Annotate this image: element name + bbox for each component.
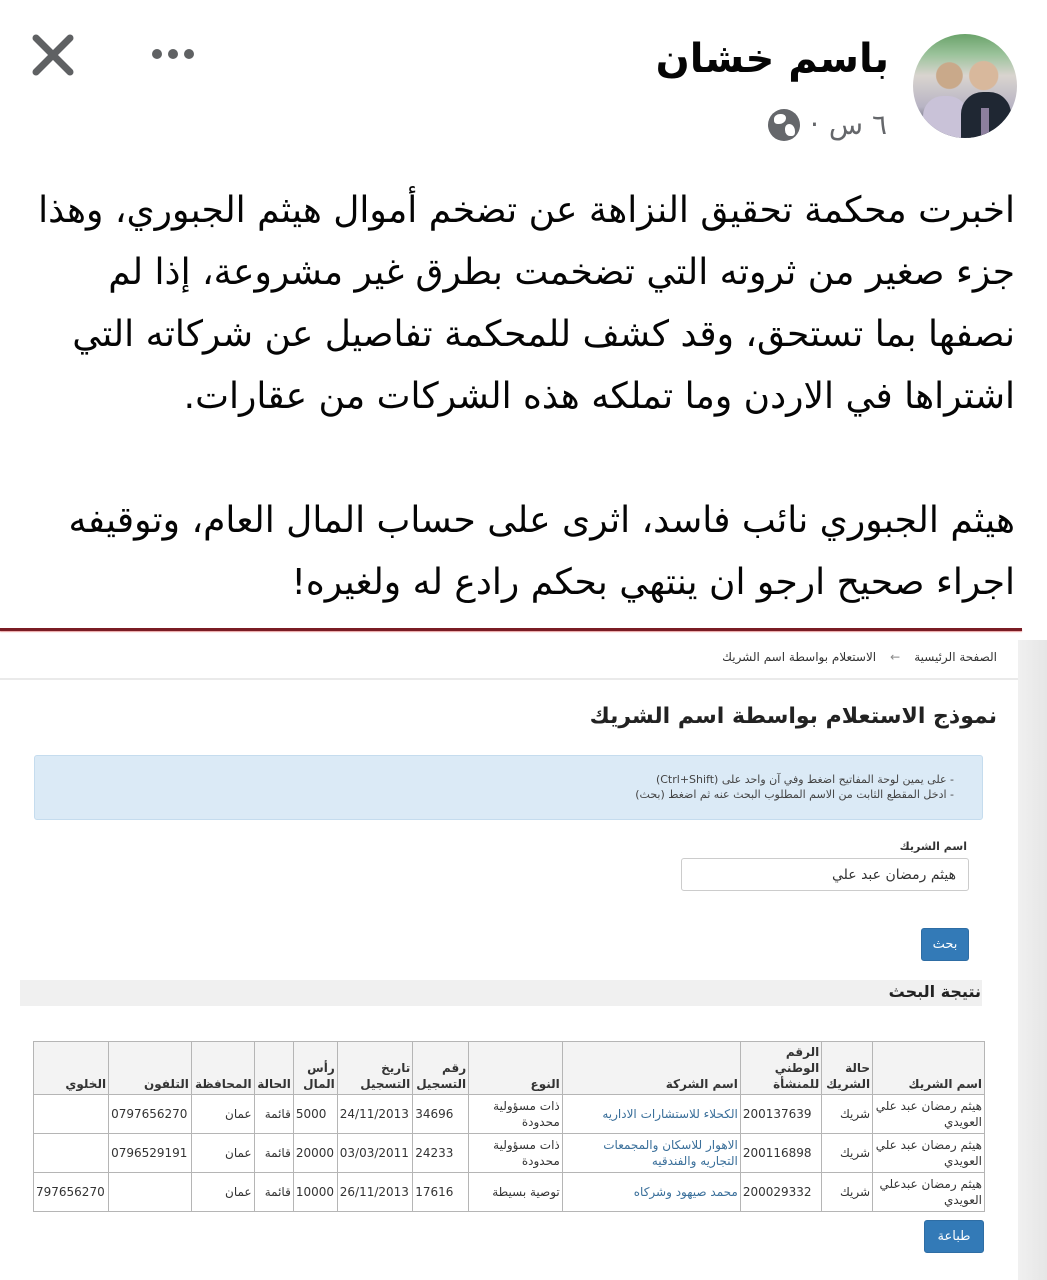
- col-governorate: المحافظة: [191, 1042, 254, 1095]
- col-phone: التلفون: [109, 1042, 192, 1095]
- cell-type: ذات مسؤولية محدودة: [469, 1134, 563, 1173]
- cell-governorate: عمان: [191, 1095, 254, 1134]
- cell-reg-date: 24/11/2013: [337, 1095, 412, 1134]
- cell-company-name: [562, 1095, 740, 1134]
- cell-reg-number: 24233: [413, 1134, 469, 1173]
- cell-governorate: عمان: [191, 1134, 254, 1173]
- author-name[interactable]: باسم خشان: [655, 36, 889, 82]
- col-partner-name: اسم الشريك: [873, 1042, 985, 1095]
- cell-reg-date: 26/11/2013: [337, 1173, 412, 1212]
- cell-capital: 10000: [293, 1173, 337, 1212]
- table-row: [34, 1173, 985, 1212]
- divider: [0, 678, 1018, 680]
- post-paragraph: اخبرت محكمة تحقيق النزاهة عن تضخم أموال هيثم الجبوري، وهذا جزء صغير من ثروته التي تضخمت بطرق غير مشروعة، إذا لم نصفها بما تستحق، وقد كشف للمحكمة تفاصيل عن شركاته التي اشتراها في الاردن وما تملكه هذه الشركات من عقارات.: [38, 190, 1015, 417]
- cell-partner-status: شريك: [822, 1173, 873, 1212]
- cell-partner-name: هيثم رمضان عبدعلي العويدي: [873, 1173, 985, 1212]
- col-reg-date: تاريخ التسجيل: [337, 1042, 412, 1095]
- cell-reg-number: 17616: [413, 1173, 469, 1212]
- col-national-id: الرقم الوطني للمنشأة: [740, 1042, 821, 1095]
- cell-reg-number: 34696: [413, 1095, 469, 1134]
- cell-company-name: [562, 1173, 740, 1212]
- table-header-row: [34, 1042, 985, 1095]
- cell-mobile: 797656270: [34, 1173, 109, 1212]
- partner-name-label: اسم الشريك: [899, 840, 967, 853]
- cell-partner-name: هيثم رمضان عبد علي العويدي: [873, 1095, 985, 1134]
- more-dot: [168, 49, 178, 59]
- more-dot: [184, 49, 194, 59]
- cell-type: توصية بسيطة: [469, 1173, 563, 1212]
- cell-company-name: [562, 1134, 740, 1173]
- arrow-left-icon: ←: [890, 650, 901, 664]
- globe-icon[interactable]: [768, 109, 800, 141]
- close-button[interactable]: [30, 32, 76, 78]
- cell-partner-status: شريك: [822, 1095, 873, 1134]
- post-time[interactable]: ٦ س: [828, 108, 887, 141]
- table-row: [34, 1095, 985, 1134]
- print-button[interactable]: طباعة: [924, 1220, 984, 1253]
- cell-reg-date: 03/03/2011: [337, 1134, 412, 1173]
- col-type: النوع: [469, 1042, 563, 1095]
- page-title: نموذج الاستعلام بواسطة اسم الشريك: [589, 704, 997, 729]
- cell-mobile: [34, 1095, 109, 1134]
- cell-phone: 0797656270: [109, 1095, 192, 1134]
- avatar-figure: [981, 108, 989, 138]
- breadcrumb: [722, 650, 997, 664]
- result-header-bar: [20, 980, 982, 1006]
- cell-capital: 5000: [293, 1095, 337, 1134]
- info-alert: [34, 755, 983, 820]
- breadcrumb-home[interactable]: الصفحة الرئيسية: [914, 650, 997, 664]
- author-avatar[interactable]: [913, 34, 1017, 138]
- cell-phone: [109, 1173, 192, 1212]
- col-capital: رأس المال: [293, 1042, 337, 1095]
- header-divider: [0, 628, 1022, 631]
- table-row: [34, 1134, 985, 1173]
- breadcrumb-current: الاستعلام بواسطة اسم الشريك: [722, 650, 877, 664]
- col-mobile: الخلوي: [34, 1042, 109, 1095]
- cell-national-id: 200029332: [740, 1173, 821, 1212]
- cell-partner-status: شريك: [822, 1134, 873, 1173]
- col-status: الحالة: [254, 1042, 293, 1095]
- col-company-name: اسم الشركة: [562, 1042, 740, 1095]
- post-body: [36, 180, 1015, 614]
- company-link[interactable]: الكحلاء للاستشارات الاداريه: [602, 1107, 738, 1121]
- cell-governorate: عمان: [191, 1173, 254, 1212]
- info-line: - على يمين لوحة المفاتيح اضغط وفي آن واحد على (Ctrl+Shift): [655, 773, 954, 786]
- close-icon: [30, 32, 76, 78]
- cell-capital: 20000: [293, 1134, 337, 1173]
- more-options-button[interactable]: [152, 42, 202, 66]
- cell-partner-name: هيثم رمضان عبد علي العويدي: [873, 1134, 985, 1173]
- company-link[interactable]: الاهوار للاسكان والمجمعات التجاريه والفندقيه: [603, 1138, 738, 1168]
- cell-national-id: 200137639: [740, 1095, 821, 1134]
- post-meta: [768, 108, 887, 141]
- search-button[interactable]: بحث: [921, 928, 969, 961]
- col-reg-number: رقم التسجيل: [413, 1042, 469, 1095]
- info-line: - ادخل المقطع الثابت من الاسم المطلوب البحث عنه ثم اضغط (بحث): [635, 788, 954, 801]
- cell-national-id: 200116898: [740, 1134, 821, 1173]
- partner-name-input[interactable]: [681, 858, 969, 891]
- result-title: نتيجة البحث: [888, 982, 981, 1001]
- meta-separator: ·: [809, 108, 819, 141]
- cell-phone: 0796529191: [109, 1134, 192, 1173]
- cell-status: قائمة: [254, 1095, 293, 1134]
- cell-mobile: [34, 1134, 109, 1173]
- post-paragraph: هيثم الجبوري نائب فاسد، اثرى على حساب المال العام، وتوقيفه اجراء صحيح ارجو ان ينتهي بحكم رادع له ولغيره!: [68, 500, 1015, 603]
- results-table: [33, 1041, 985, 1212]
- cell-status: قائمة: [254, 1173, 293, 1212]
- more-options-icon: [152, 49, 162, 59]
- screenshot-edge: [1018, 640, 1047, 1280]
- cell-status: قائمة: [254, 1134, 293, 1173]
- cell-type: ذات مسؤولية محدودة: [469, 1095, 563, 1134]
- col-partner-status: حالة الشريك: [822, 1042, 873, 1095]
- company-link[interactable]: محمد صيهود وشركاه: [633, 1185, 738, 1199]
